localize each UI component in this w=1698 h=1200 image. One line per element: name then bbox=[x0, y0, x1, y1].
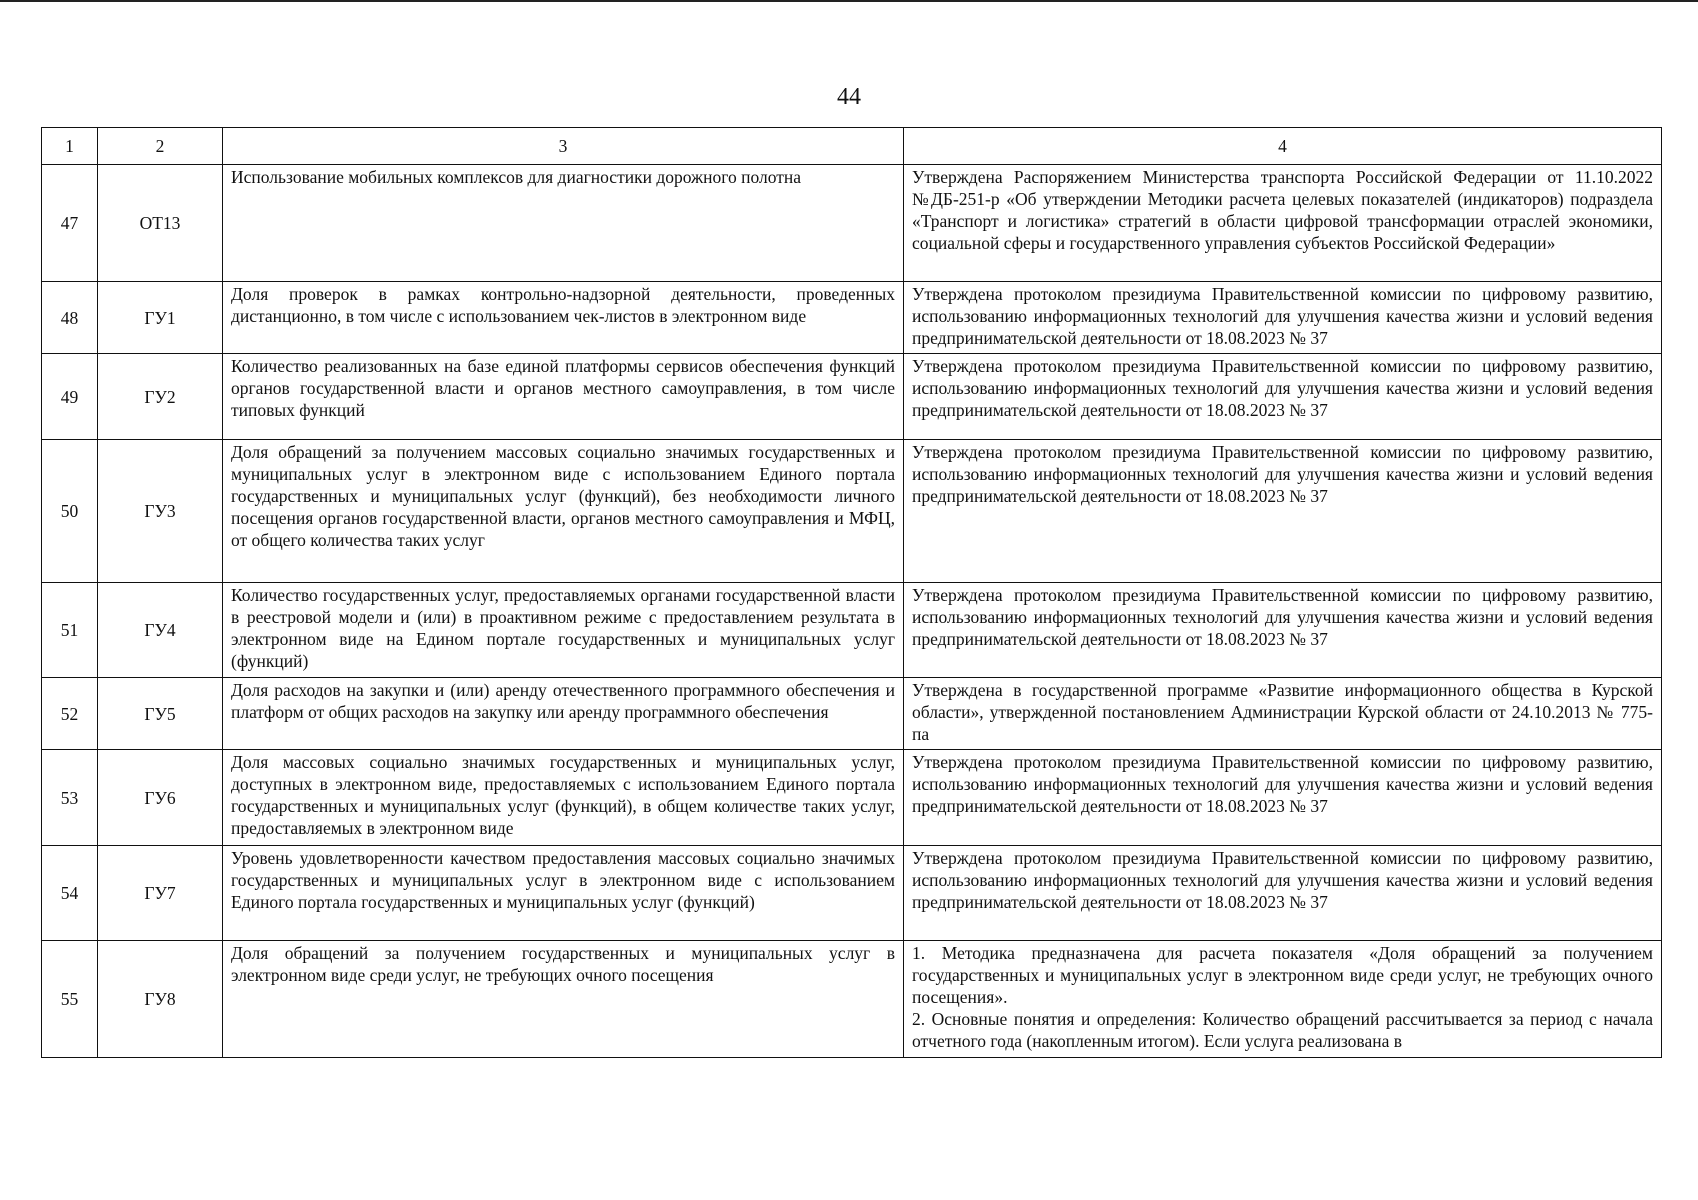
table-row bbox=[42, 846, 1662, 941]
page-number: 44 bbox=[837, 84, 861, 110]
indicator-code: ГУ2 bbox=[98, 354, 223, 440]
table-row bbox=[42, 165, 1662, 282]
row-number: 53 bbox=[42, 750, 98, 846]
row-number: 50 bbox=[42, 440, 98, 583]
indicator-basis bbox=[904, 941, 1662, 1058]
header-col-2: 2 bbox=[98, 128, 223, 165]
row-number: 51 bbox=[42, 583, 98, 678]
row-number: 48 bbox=[42, 282, 98, 354]
indicator-basis: Утверждена протоколом президиума Правительственной комиссии по цифровому развитию, использованию информационных технологий для улучшения качества жизни и условий ведения предпринимательской деятельности от 18.08.2023 № 37 bbox=[904, 583, 1662, 678]
table-row bbox=[42, 678, 1662, 750]
table-row bbox=[42, 354, 1662, 440]
row-number: 49 bbox=[42, 354, 98, 440]
table-row bbox=[42, 282, 1662, 354]
table-row bbox=[42, 583, 1662, 678]
indicator-name: Использование мобильных комплексов для диагностики дорожного полотна bbox=[223, 165, 904, 282]
header-col-4: 4 bbox=[904, 128, 1662, 165]
header-col-3: 3 bbox=[223, 128, 904, 165]
indicator-code: ОТ13 bbox=[98, 165, 223, 282]
indicator-name: Уровень удовлетворенности качеством предоставления массовых социально значимых государственных и муниципальных услуг в электронном виде с использованием Единого портала государственных и муниципальных услуг (функций) bbox=[223, 846, 904, 941]
indicator-code: ГУ7 bbox=[98, 846, 223, 941]
basis-paragraph: 1. Методика предназначена для расчета показателя «Доля обращений за получением государственных и муниципальных услуг в электронном виде среди услуг, не требующих очного посещения». bbox=[912, 943, 1653, 1007]
indicator-basis: Утверждена в государственной программе «Развитие информационного общества в Курской области», утвержденной постановлением Администрации Курской области от 24.10.2013 № 775-па bbox=[904, 678, 1662, 750]
row-number: 54 bbox=[42, 846, 98, 941]
indicator-name: Доля расходов на закупки и (или) аренду отечественного программного обеспечения и платформ от общих расходов на закупку или аренду программного обеспечения bbox=[223, 678, 904, 750]
indicator-name: Доля проверок в рамках контрольно-надзорной деятельности, проведенных дистанционно, в том числе с использованием чек-листов в электронном виде bbox=[223, 282, 904, 354]
table-header-row bbox=[42, 128, 1662, 165]
indicator-basis: Утверждена протоколом президиума Правительственной комиссии по цифровому развитию, использованию информационных технологий для улучшения качества жизни и условий ведения предпринимательской деятельности от 18.08.2023 № 37 bbox=[904, 750, 1662, 846]
row-number: 47 bbox=[42, 165, 98, 282]
indicator-code: ГУ5 bbox=[98, 678, 223, 750]
table-row bbox=[42, 750, 1662, 846]
indicator-name: Доля обращений за получением государственных и муниципальных услуг в электронном виде среди услуг, не требующих очного посещения bbox=[223, 941, 904, 1058]
header-col-1: 1 bbox=[42, 128, 98, 165]
indicator-name: Количество государственных услуг, предоставляемых органами государственной власти в реестровой модели и (или) в проактивном режиме с предоставлением результата в электронном виде на Едином портале государственных и муниципальных услуг (функций) bbox=[223, 583, 904, 678]
table-row bbox=[42, 440, 1662, 583]
indicator-basis: Утверждена протоколом президиума Правительственной комиссии по цифровому развитию, использованию информационных технологий для улучшения качества жизни и условий ведения предпринимательской деятельности от 18.08.2023 № 37 bbox=[904, 440, 1662, 583]
indicator-name: Доля обращений за получением массовых социально значимых государственных и муниципальных услуг в электронном виде с использованием Единого портала государственных и муниципальных услуг (функций), без необходимости личного посещения органов государственной власти, органов местного самоуправления и МФЦ, от общего количества таких услуг bbox=[223, 440, 904, 583]
row-number: 55 bbox=[42, 941, 98, 1058]
indicator-basis: Утверждена Распоряжением Министерства транспорта Российской Федерации от 11.10.2022 №ДБ-251-р «Об утверждении Методики расчета целевых показателей (индикаторов) подраздела «Транспорт и логистика» стратегий в области цифровой трансформации отраслей экономики, социальной сферы и государственного управления субъектов Российской Федерации» bbox=[904, 165, 1662, 282]
indicator-basis: Утверждена протоколом президиума Правительственной комиссии по цифровому развитию, использованию информационных технологий для улучшения качества жизни и условий ведения предпринимательской деятельности от 18.08.2023 № 37 bbox=[904, 282, 1662, 354]
indicator-code: ГУ8 bbox=[98, 941, 223, 1058]
indicators-table bbox=[41, 127, 1662, 1058]
scan-top-edge bbox=[0, 0, 1698, 2]
indicator-basis: Утверждена протоколом президиума Правительственной комиссии по цифровому развитию, использованию информационных технологий для улучшения качества жизни и условий ведения предпринимательской деятельности от 18.08.2023 № 37 bbox=[904, 846, 1662, 941]
indicator-code: ГУ4 bbox=[98, 583, 223, 678]
indicator-name: Количество реализованных на базе единой платформы сервисов обеспечения функций органов государственной власти и органов местного самоуправления, в том числе типовых функций bbox=[223, 354, 904, 440]
table-row bbox=[42, 941, 1662, 1058]
indicator-basis: Утверждена протоколом президиума Правительственной комиссии по цифровому развитию, использованию информационных технологий для улучшения качества жизни и условий ведения предпринимательской деятельности от 18.08.2023 № 37 bbox=[904, 354, 1662, 440]
basis-paragraph: 2. Основные понятия и определения: Количество обращений рассчитывается за период с начала отчетного года (накопленным итогом). Если услуга реализована в bbox=[912, 1009, 1653, 1051]
row-number: 52 bbox=[42, 678, 98, 750]
indicator-code: ГУ3 bbox=[98, 440, 223, 583]
indicator-name: Доля массовых социально значимых государственных и муниципальных услуг, доступных в электронном виде, предоставляемых с использованием Единого портала государственных и муниципальных услуг (функций), в общем количестве таких услуг, предоставляемых в электронном виде bbox=[223, 750, 904, 846]
indicator-code: ГУ6 bbox=[98, 750, 223, 846]
indicator-code: ГУ1 bbox=[98, 282, 223, 354]
